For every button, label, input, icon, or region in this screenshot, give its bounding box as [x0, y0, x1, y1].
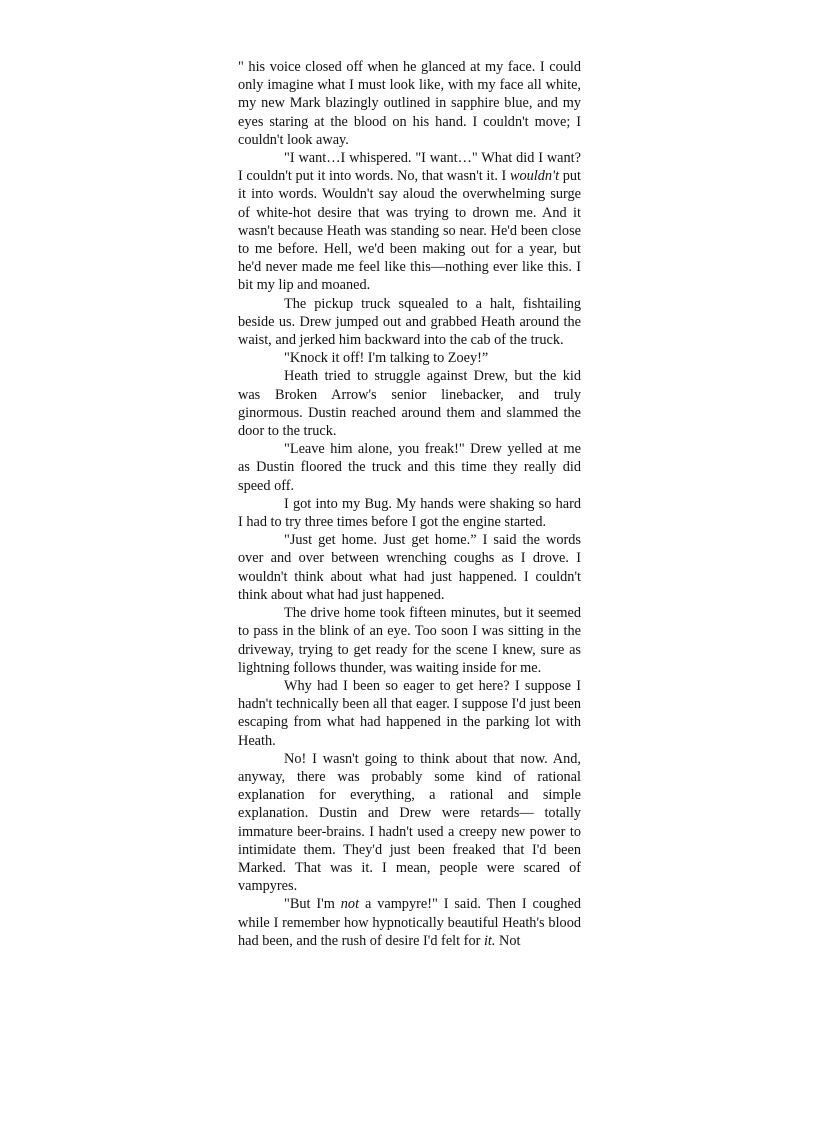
- paragraph-4: [238, 349, 581, 367]
- paragraph-10-text: Why had I been so eager to get here? I suppose I hadn't technically been all that eager. I suppose I'd just been escaping from what had happened in the parking lot with Heath.: [238, 677, 581, 749]
- paragraph-5: [238, 367, 581, 440]
- paragraph-12-text-a: "But I'm: [284, 896, 341, 913]
- paragraph-2: [238, 149, 581, 295]
- paragraph-9-text: The drive home took fifteen minutes, but it seemed to pass in the blink of an eye. Too soon I was sitting in the driveway, trying to get ready for the scene I knew, sure as lightning follows thunder, was waiting inside for me.: [238, 605, 581, 676]
- paragraph-2-text-a: "I want…I whispered. "I want…" What did I want? I couldn't put it into words. No, that wasn't it. I: [238, 150, 581, 185]
- paragraph-9: [238, 604, 581, 677]
- paragraph-1-text: " his voice closed off when he glanced at my face. I could only imagine what I must look like, with my face all white, my new Mark blazingly outlined in sapphire blue, and my eyes staring at the blood on his hand. I couldn't move; I couldn't look away.: [238, 59, 581, 148]
- paragraph-5-text: Heath tried to struggle against Drew, but the kid was Broken Arrow's senior linebacker, and truly ginormous. Dustin reached around them and slammed the door to the truck.: [238, 368, 581, 440]
- paragraph-10: [238, 677, 581, 750]
- paragraph-3-text: The pickup truck squealed to a halt, fishtailing beside us. Drew jumped out and grabbed Heath around the waist, and jerked him backward into the cab of the truck.: [238, 295, 581, 349]
- paragraph-12-text-b: a vampyre!" I said. Then I coughed while I remember how hypnotically beautiful Heath's blood had been, and the rush of desire I'd felt for: [238, 896, 581, 949]
- paragraph-12-text-c: Not: [495, 932, 521, 949]
- paragraph-11-text: No! I wasn't going to think about that now. And, anyway, there was probably some kind of rational explanation for everything, a rational and simple explanation. Dustin and Drew were retards— totally immature beer-brains. I hadn't used a creepy new power to intimidate them. They'd just been freaked that I'd been Marked. That was it. I mean, people were scared of vampyres.: [238, 750, 581, 895]
- paragraph-8-text: "Just get home. Just get home.” I said the words over and over between wrenching coughs as I drove. I wouldn't think about what had just happened. I couldn't think about what had just happened.: [238, 532, 581, 603]
- paragraph-2-text-b: put it into words. Wouldn't say aloud the overwhelming surge of white-hot desire that was trying to drown me. And it wasn't because Heath was standing so near. He'd been close to me before. Hell, we'd been making out for a year, but he'd never made me feel like this—nothing ever like this. I bit my lip and moaned.: [238, 168, 582, 294]
- paragraph-12: [238, 895, 581, 950]
- book-page-text: [238, 58, 581, 950]
- paragraph-6: [238, 440, 581, 495]
- paragraph-2-italic-wouldnt: wouldn't: [509, 168, 560, 185]
- paragraph-7: [238, 495, 581, 531]
- paragraph-12-italic-not: not: [340, 896, 360, 913]
- paragraph-6-text: "Leave him alone, you freak!" Drew yelled at me as Dustin floored the truck and this time they really did speed off.: [238, 441, 581, 494]
- paragraph-1: [238, 58, 581, 149]
- paragraph-12-italic-it: it.: [483, 932, 496, 949]
- paragraph-7-text: I got into my Bug. My hands were shaking so hard I had to try three times before I got the engine started.: [238, 495, 581, 531]
- paragraph-11: [238, 750, 581, 896]
- paragraph-8: [238, 531, 581, 604]
- paragraph-4-text: "Knock it off! I'm talking to Zoey!”: [284, 350, 489, 367]
- paragraph-3: [238, 295, 581, 350]
